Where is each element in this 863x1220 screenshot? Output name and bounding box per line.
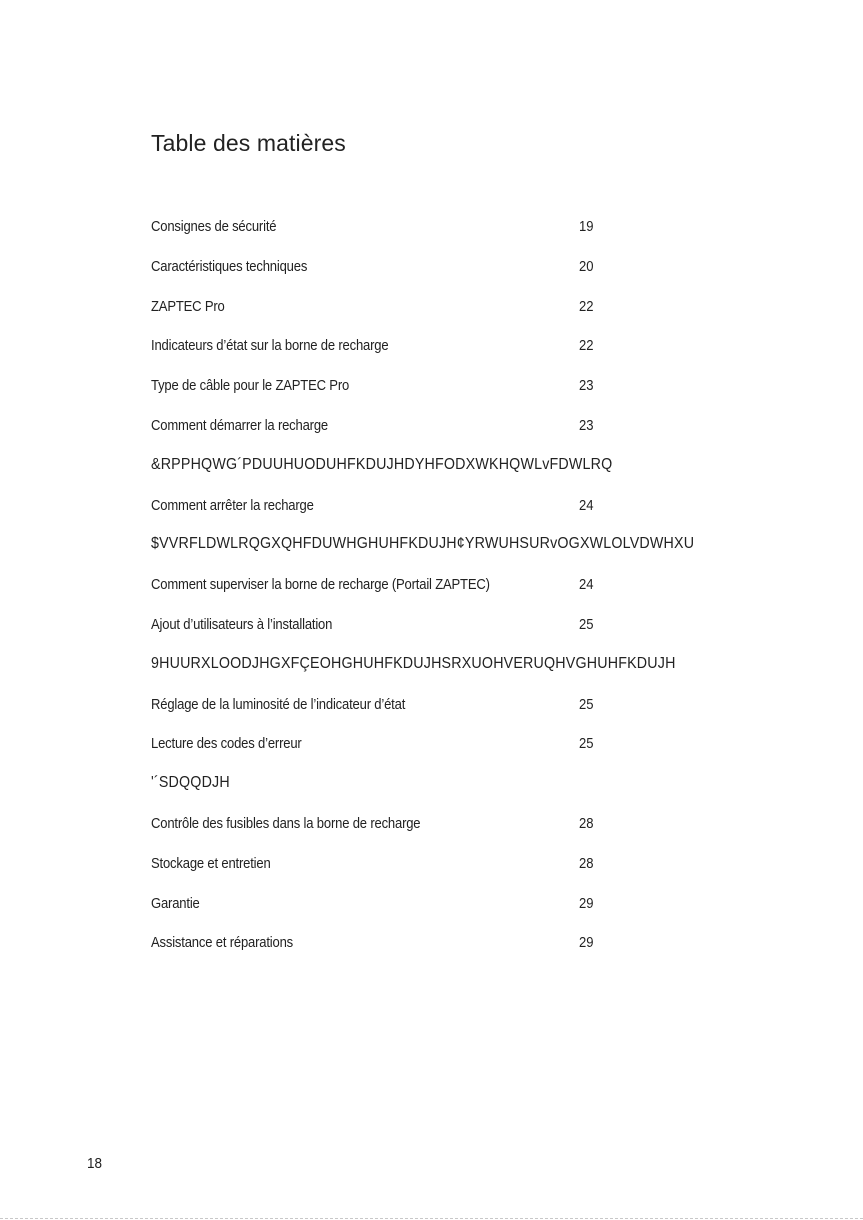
toc-entry-page: 22 — [579, 338, 594, 355]
toc-entry-page: 29 — [579, 935, 594, 952]
toc-entry-label: Assistance et réparations — [151, 935, 294, 952]
toc-entry-page: 25 — [579, 736, 594, 753]
toc-entry — [151, 734, 851, 774]
toc-entry — [151, 814, 851, 854]
page-number: 18 — [87, 1155, 103, 1172]
toc-entry — [151, 297, 851, 337]
toc-entry — [151, 336, 851, 376]
bottom-divider — [0, 1218, 863, 1219]
toc-entry-page: 25 — [579, 616, 594, 633]
toc-entry-page: 28 — [579, 855, 594, 872]
table-of-contents — [151, 217, 851, 973]
page-title: Table des matières — [151, 130, 346, 156]
toc-entry-label: Contrôle des fusibles dans la borne de recharge — [151, 815, 421, 832]
toc-entry-page: 23 — [579, 378, 594, 395]
toc-entry — [151, 217, 851, 257]
toc-entry-label: &RPPHQWG´PDUUHUODUHFKDUJHDYHFODXWKHQWLvFDWLRQ — [151, 455, 613, 473]
toc-entry — [151, 575, 851, 615]
toc-entry-label: Ajout d’utilisateurs à l’installation — [151, 616, 333, 633]
toc-entry-label: Garantie — [151, 895, 200, 912]
toc-entry-label: ZAPTEC Pro — [151, 298, 225, 315]
toc-entry — [151, 257, 851, 297]
toc-entry-label: Lecture des codes d’erreur — [151, 736, 302, 753]
toc-entry-page: 29 — [579, 895, 594, 912]
toc-entry — [151, 496, 851, 536]
toc-entry — [151, 933, 851, 973]
toc-entry-label: 9HUURXLOODJHGXFÇEOHGHUHFKDUJHSRXUOHVERUQHVGHUHFKDUJH — [151, 654, 676, 672]
toc-entry-label: $VVRFLDWLRQGXQHFDUWHGHUHFKDUJH¢YRWUHSURvOGXWLOLVDWHXU — [151, 535, 695, 553]
toc-entry-label: Indicateurs d’état sur la borne de recharge — [151, 338, 389, 355]
toc-entry — [151, 894, 851, 934]
toc-entry-page: 22 — [579, 298, 594, 315]
toc-entry-label: Comment arrêter la recharge — [151, 497, 314, 514]
toc-entry-page: 24 — [579, 497, 594, 514]
toc-entry — [151, 416, 851, 456]
toc-entry-page: 25 — [579, 696, 594, 713]
toc-entry-label: '´SDQQDJH — [151, 774, 230, 792]
toc-entry-label: Stockage et entretien — [151, 855, 271, 872]
toc-entry-label: Consignes de sécurité — [151, 219, 277, 235]
toc-entry-label: Comment démarrer la recharge — [151, 417, 329, 434]
toc-entry-label: Caractéristiques techniques — [151, 258, 308, 275]
toc-entry — [151, 535, 851, 575]
toc-entry — [151, 376, 851, 416]
toc-entry-page: 19 — [579, 219, 594, 235]
toc-entry — [151, 695, 851, 735]
toc-entry — [151, 615, 851, 655]
toc-entry-page: 20 — [579, 258, 594, 275]
toc-entry-label: Réglage de la luminosité de l’indicateur d’état — [151, 696, 406, 713]
toc-entry — [151, 774, 851, 814]
toc-entry-page: 28 — [579, 815, 594, 832]
toc-entry-page: 23 — [579, 417, 594, 434]
toc-entry-label: Comment superviser la borne de recharge (Portail ZAPTEC) — [151, 577, 490, 594]
toc-entry — [151, 854, 851, 894]
toc-entry-label: Type de câble pour le ZAPTEC Pro — [151, 378, 350, 395]
toc-entry — [151, 456, 851, 496]
toc-entry-page: 24 — [579, 577, 594, 594]
toc-entry — [151, 655, 851, 695]
